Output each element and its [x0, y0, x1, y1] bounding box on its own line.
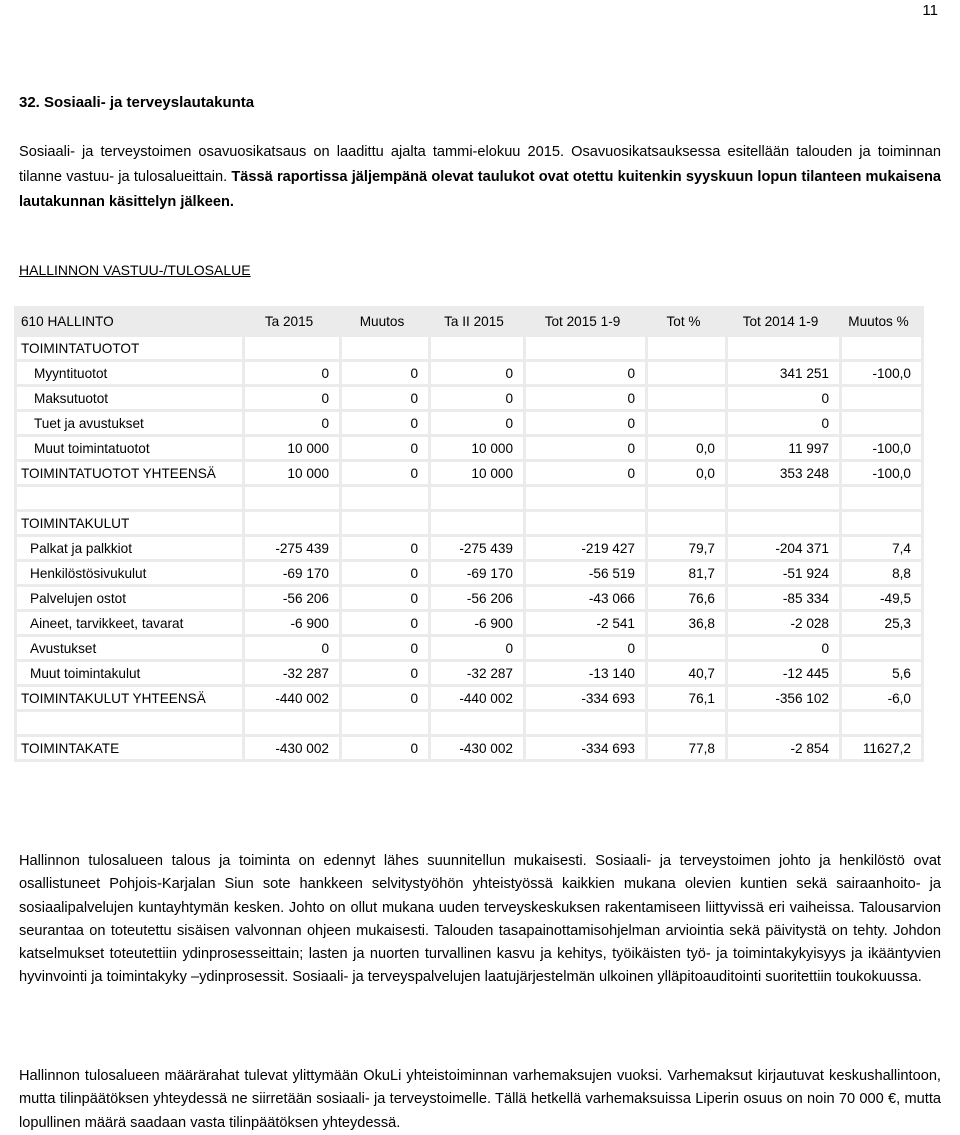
row-label: Muut toimintatuotot [17, 437, 242, 459]
table-cell: -12 445 [728, 662, 839, 684]
table-cell: -32 287 [245, 662, 339, 684]
table-cell: 0 [342, 687, 428, 709]
table-cell [648, 487, 725, 509]
table-row [17, 587, 921, 609]
table-cell [842, 512, 921, 534]
table-cell: -43 066 [526, 587, 645, 609]
table-cell: 0 [245, 637, 339, 659]
table-cell: 81,7 [648, 562, 725, 584]
row-label [17, 487, 242, 509]
table-cell: -275 439 [245, 537, 339, 559]
table-cell [648, 512, 725, 534]
table-cell: 7,4 [842, 537, 921, 559]
row-label: TOIMINTATUOTOT [17, 337, 242, 359]
table-row [17, 737, 921, 759]
table-cell [842, 712, 921, 734]
column-header: Muutos [342, 309, 428, 334]
table-cell [526, 512, 645, 534]
table-cell: 10 000 [245, 462, 339, 484]
table-row [17, 362, 921, 384]
table-cell [728, 712, 839, 734]
table-cell: -2 854 [728, 737, 839, 759]
row-label: Muut toimintakulut [17, 662, 242, 684]
intro-paragraph [19, 140, 941, 215]
table-cell: 0 [526, 437, 645, 459]
table-cell: 0 [245, 387, 339, 409]
table-cell [431, 512, 523, 534]
table-cell: -32 287 [431, 662, 523, 684]
table-cell: -13 140 [526, 662, 645, 684]
table-cell [526, 712, 645, 734]
table-cell: -2 028 [728, 612, 839, 634]
table-cell [648, 337, 725, 359]
table-row [17, 462, 921, 484]
table-cell: 76,1 [648, 687, 725, 709]
row-label: TOIMINTAKULUT [17, 512, 242, 534]
table-cell: 0 [728, 637, 839, 659]
table-cell: -51 924 [728, 562, 839, 584]
page-number: 11 [922, 2, 938, 19]
row-label: Palkat ja palkkiot [17, 537, 242, 559]
table-cell: -219 427 [526, 537, 645, 559]
table-row [17, 487, 921, 509]
table-cell [245, 512, 339, 534]
column-header: Ta 2015 [245, 309, 339, 334]
table-cell [648, 387, 725, 409]
table-cell [842, 412, 921, 434]
table-cell: 25,3 [842, 612, 921, 634]
table-cell [728, 337, 839, 359]
intro-text: Sosiaali- ja terveystoimen osavuosikatsaus on laadittu ajalta tammi-elokuu 2015. Osavuosikatsauksessa esitellään talouden ja toiminnan tilanne vastuu- ja tulosalueittain. [19, 144, 941, 185]
table-cell [842, 387, 921, 409]
table-cell: 341 251 [728, 362, 839, 384]
table-cell [245, 337, 339, 359]
row-label: Maksutuotot [17, 387, 242, 409]
table-cell: -6 900 [431, 612, 523, 634]
paragraph-administration-status: Hallinnon tulosalueen talous ja toiminta on edennyt lähes suunnitellun mukaisesti. Sosiaali- ja terveystoimen johto ja henkilöstö ovat osallistuneet Pohjois-Karjalan Siun sote hankkeen selvitystyöhön yhteistyössä kaikkien mukana olevien kuntien sekä sairaanhoito- ja sosiaalipalvelujen kuntayhtymän kesken. Johto on ollut mukana uuden terveyskeskuksen rakentamiseen liittyvissä eri vaiheissa. Talousarvion seurantaa on toteutettu sisäisen valvonnan ohjeen mukaisesti. Talouden tasapainottamisohjelman arviointia sekä päivitystä on tehty. Johdon katselmukset toteutettiin ydinprosesseittain; lasten ja nuorten turvallinen kasvu ja kehitys, työikäisten työ- ja toimintakykyisyys ja ikääntyvien hyvinvointi ja toimintakyky –ydinprosessit. Sosiaali- ja terveyspalvelujen laatujärjestelmän ulkoinen ylläpitoauditointi suoritettiin toukokuussa. [19, 853, 941, 986]
table-cell: -334 693 [526, 737, 645, 759]
row-label: Tuet ja avustukset [17, 412, 242, 434]
table-cell [728, 487, 839, 509]
table-cell: 11627,2 [842, 737, 921, 759]
table-cell: 0 [342, 587, 428, 609]
table-cell [245, 712, 339, 734]
table-row [17, 662, 921, 684]
table-cell [431, 487, 523, 509]
table-row [17, 512, 921, 534]
table-cell: -100,0 [842, 362, 921, 384]
row-label: TOIMINTATUOTOT YHTEENSÄ [17, 462, 242, 484]
table-cell: 0 [526, 412, 645, 434]
table-cell [842, 337, 921, 359]
table-cell: -275 439 [431, 537, 523, 559]
paragraph-appropriations: Hallinnon tulosalueen määrärahat tulevat ylittymään OkuLi yhteistoiminnan varhemaksujen vuoksi. Varhemaksut kirjautuvat keskushallintoon, mutta tilinpäätöksen yhteydessä ne siirretään sosiaali- ja terveystoimelle. Tällä hetkellä varhemaksuissa Liperin osuus on noin 70 000 €, mutta lopullinen määrä saadaan vasta tilinpäätöksen yhteydessä. [19, 1068, 941, 1131]
table-cell: 0 [342, 637, 428, 659]
table-cell: 0 [342, 537, 428, 559]
table-cell [648, 712, 725, 734]
table-cell: 0 [728, 387, 839, 409]
table-cell: -85 334 [728, 587, 839, 609]
row-label: Myyntituotot [17, 362, 242, 384]
table-cell: -204 371 [728, 537, 839, 559]
table-cell: 0 [245, 412, 339, 434]
table-cell: -49,5 [842, 587, 921, 609]
table-cell: -69 170 [431, 562, 523, 584]
table-cell: 0 [342, 362, 428, 384]
financial-table [14, 306, 924, 762]
table-cell: 0 [431, 412, 523, 434]
table-row [17, 612, 921, 634]
table-cell: -430 002 [431, 737, 523, 759]
table-cell: 77,8 [648, 737, 725, 759]
table-cell: 0 [728, 412, 839, 434]
column-header: Ta II 2015 [431, 309, 523, 334]
table-cell: -56 206 [245, 587, 339, 609]
table-row [17, 687, 921, 709]
table-section-title: HALLINNON VASTUU-/TULOSALUE [19, 262, 251, 278]
table-cell: -6,0 [842, 687, 921, 709]
column-header: Tot 2014 1-9 [728, 309, 839, 334]
column-header: Muutos % [842, 309, 921, 334]
table-cell: 0 [245, 362, 339, 384]
table-row [17, 712, 921, 734]
table-cell: 0 [342, 662, 428, 684]
table-cell [431, 712, 523, 734]
table-cell [431, 337, 523, 359]
table-cell [648, 637, 725, 659]
table-cell: -356 102 [728, 687, 839, 709]
table-cell: 8,8 [842, 562, 921, 584]
table-cell: -6 900 [245, 612, 339, 634]
table-cell: 0 [526, 362, 645, 384]
table-cell: 0 [342, 412, 428, 434]
row-label: TOIMINTAKULUT YHTEENSÄ [17, 687, 242, 709]
section-heading: 32. Sosiaali- ja terveyslautakunta [19, 94, 255, 111]
table-row [17, 637, 921, 659]
table-cell: 0 [431, 362, 523, 384]
row-label [17, 712, 242, 734]
table-cell: 0 [526, 387, 645, 409]
table-cell: -56 519 [526, 562, 645, 584]
table-cell: -100,0 [842, 462, 921, 484]
column-header: Tot % [648, 309, 725, 334]
table-cell: 0 [342, 562, 428, 584]
table-cell: -440 002 [431, 687, 523, 709]
table-cell: 0 [342, 612, 428, 634]
table-cell: 10 000 [245, 437, 339, 459]
table-cell [342, 337, 428, 359]
table-cell: 353 248 [728, 462, 839, 484]
table-cell: 40,7 [648, 662, 725, 684]
table-row [17, 537, 921, 559]
table-row [17, 387, 921, 409]
intro-bold-text: Tässä raportissa jäljempänä olevat taulukot ovat otettu kuitenkin syyskuun lopun tilanteen mukaisena lautakunnan käsittelyn jälkeen. [19, 169, 941, 210]
column-header: Tot 2015 1-9 [526, 309, 645, 334]
table-cell: 76,6 [648, 587, 725, 609]
table-row [17, 412, 921, 434]
row-label: TOIMINTAKATE [17, 737, 242, 759]
table-cell: 0 [342, 737, 428, 759]
table-cell: 0 [526, 462, 645, 484]
table-cell [728, 512, 839, 534]
row-label: Aineet, tarvikkeet, tavarat [17, 612, 242, 634]
table-cell: -69 170 [245, 562, 339, 584]
table-cell: 10 000 [431, 437, 523, 459]
table-cell: -440 002 [245, 687, 339, 709]
row-label: Palvelujen ostot [17, 587, 242, 609]
table-cell [648, 412, 725, 434]
table-cell: 0 [342, 462, 428, 484]
table-cell: 0 [431, 637, 523, 659]
table-cell: 10 000 [431, 462, 523, 484]
table-cell [526, 487, 645, 509]
table-cell: 11 997 [728, 437, 839, 459]
table-cell [648, 362, 725, 384]
table-cell [342, 487, 428, 509]
row-label: Avustukset [17, 637, 242, 659]
table-cell [342, 512, 428, 534]
table-cell: 36,8 [648, 612, 725, 634]
table-row [17, 562, 921, 584]
table-cell: 0 [342, 437, 428, 459]
table-row [17, 437, 921, 459]
table-cell [342, 712, 428, 734]
table-cell: -2 541 [526, 612, 645, 634]
table-header-row [17, 309, 921, 334]
table-cell [842, 637, 921, 659]
table-cell [526, 337, 645, 359]
table-cell [245, 487, 339, 509]
table-cell: 0,0 [648, 437, 725, 459]
table-cell: -56 206 [431, 587, 523, 609]
table-row [17, 337, 921, 359]
financial-table-body [17, 309, 921, 759]
table-cell: 0 [526, 637, 645, 659]
table-cell: -100,0 [842, 437, 921, 459]
table-cell: 0 [431, 387, 523, 409]
table-cell: 79,7 [648, 537, 725, 559]
table-cell: -430 002 [245, 737, 339, 759]
table-cell: 0 [342, 387, 428, 409]
table-cell [842, 487, 921, 509]
table-cell: 0,0 [648, 462, 725, 484]
table-cell: 5,6 [842, 662, 921, 684]
column-header: 610 HALLINTO [17, 309, 242, 334]
row-label: Henkilöstösivukulut [17, 562, 242, 584]
table-cell: -334 693 [526, 687, 645, 709]
